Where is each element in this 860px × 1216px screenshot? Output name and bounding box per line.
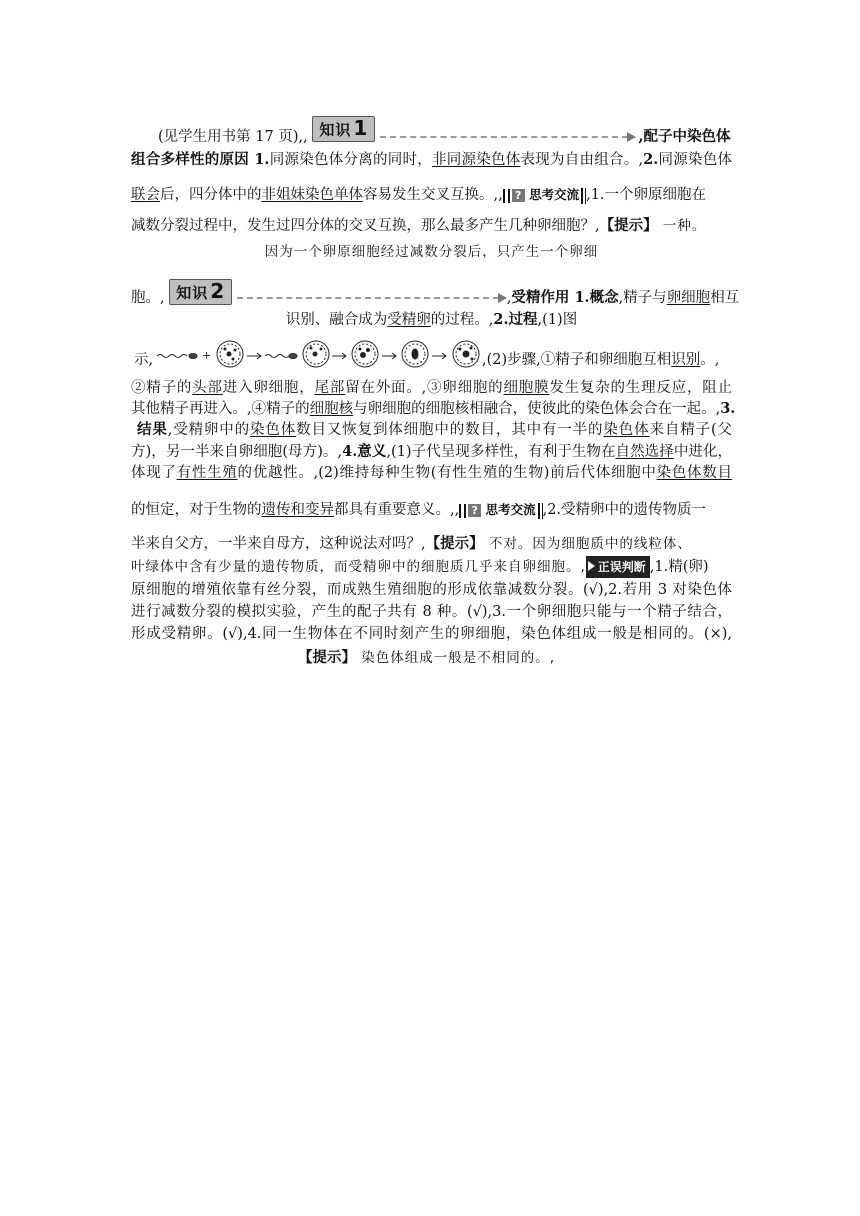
- arrow-icon: [380, 136, 628, 138]
- line-12: 方)，另一半来自卵细胞(母方)。,4.意义,(1)子代呈现多样性，有利于生物在自然选择中进化，: [131, 443, 733, 460]
- knowledge-1-header: [312, 116, 375, 142]
- think-exchange-badge: ? 思考交流: [459, 500, 542, 520]
- line-17: 原细胞的增殖依靠有丝分裂，而成熟生殖细胞的形成依靠减数分裂。(√),2.若用 3 对染色体: [131, 582, 732, 598]
- hint-label: 【提示】: [298, 649, 356, 666]
- line-15: 半来自父方，一半来自母方，这种说法对吗？,【提示】 不对。因为细胞质中的线粒体、: [131, 535, 692, 552]
- svg-text:+: +: [202, 349, 212, 362]
- hint-label: 【提示】: [425, 535, 484, 552]
- line-19: 形成受精卵。(√),4.同一生物体在不同时刻产生的卵细胞，染色体组成一般是相同的。(×),: [131, 626, 732, 642]
- line-18: 进行减数分裂的模拟实验，产生的配子共有 8 种。(√),3.一个卵细胞只能与一个精子结合，: [131, 604, 732, 620]
- line-13: 体现了有性生殖的优越性。,(2)维持每种生物(有性生殖的生物)前后代体细胞中染色体数目: [131, 465, 732, 481]
- fertilization-diagram: [155, 337, 485, 371]
- knowledge-2-header: [169, 279, 232, 305]
- line-6: 胞。, 知识 2 ,受精作用 1.概念,精子与卵细胞相互: [131, 279, 740, 306]
- sperm-tail-icon: [157, 355, 187, 358]
- line-10: 其他精子再进入。,④精子的细胞核与卵细胞的细胞核相融合，使彼此的染色体会合在一起。,3.: [131, 400, 736, 417]
- true-false-badge: 正误判断: [586, 556, 650, 578]
- line-9: ②精子的头部进入卵细胞，尾部留在外面。,③卵细胞的细胞膜发生复杂的生理反应，阻止: [131, 380, 733, 396]
- section-title: 受精作用: [511, 289, 575, 306]
- question-icon: ?: [468, 504, 481, 517]
- line-20: 【提示】 染色体组成一般是不相同的。,: [298, 649, 556, 666]
- line-16: 叶绿体中含有少量的遗传物质，而受精卵中的细胞质几乎来自卵细胞。, 正误判断 ,1.精(卵): [131, 556, 732, 578]
- arrow-icon: [237, 297, 499, 299]
- line-3: 联会后，四分体中的非姐妹染色单体容易发生交叉互换。,, ? 思考交流 ,1.一个卵原细胞在: [131, 187, 707, 203]
- line-5: 因为一个卵原细胞经过减数分裂后，只产生一个卵细: [264, 244, 599, 260]
- hint-label: 【提示】: [599, 217, 658, 234]
- arrow-icon: [332, 353, 346, 359]
- knowledge-1-tag: 知识 1: [312, 116, 375, 142]
- line-7: 识别、融合成为受精卵的过程。,2.过程,(1)图: [285, 311, 578, 328]
- play-icon: [588, 561, 595, 571]
- arrow-icon: [247, 353, 261, 359]
- line-4: 减数分裂过程中，发生过四分体的交叉互换，那么最多产生几种卵细胞？,【提示】 一种。: [131, 217, 707, 234]
- line-2: 组合多样性的原因 1.同源染色体分离的同时，非同源染色体表现为自由组合。,2.同源染色体: [131, 151, 733, 168]
- arrow-icon: [382, 353, 396, 359]
- section-title: ,配子中染色体: [638, 128, 731, 145]
- line-8b: ,(2)步骤,①精子和卵细胞互相识别。,: [482, 352, 720, 368]
- arrow-icon: [432, 353, 446, 359]
- line-14: 的恒定，对于生物的遗传和变异都具有重要意义。,, ? 思考交流 ,2.受精卵中的遗传物质一: [131, 502, 707, 518]
- question-icon: ?: [512, 189, 525, 202]
- think-exchange-badge: ? 思考交流: [503, 185, 586, 205]
- knowledge-2-tag: 知识 2: [169, 279, 232, 305]
- line-11: 结果,受精卵中的染色体数目又恢复到体细胞中的数目，其中有一半的染色体来自精子(父: [137, 421, 732, 438]
- line-8: 示,: [134, 352, 154, 368]
- page-reference: (见学生用书第 17 页),,: [158, 129, 308, 145]
- line-1: [158, 116, 732, 150]
